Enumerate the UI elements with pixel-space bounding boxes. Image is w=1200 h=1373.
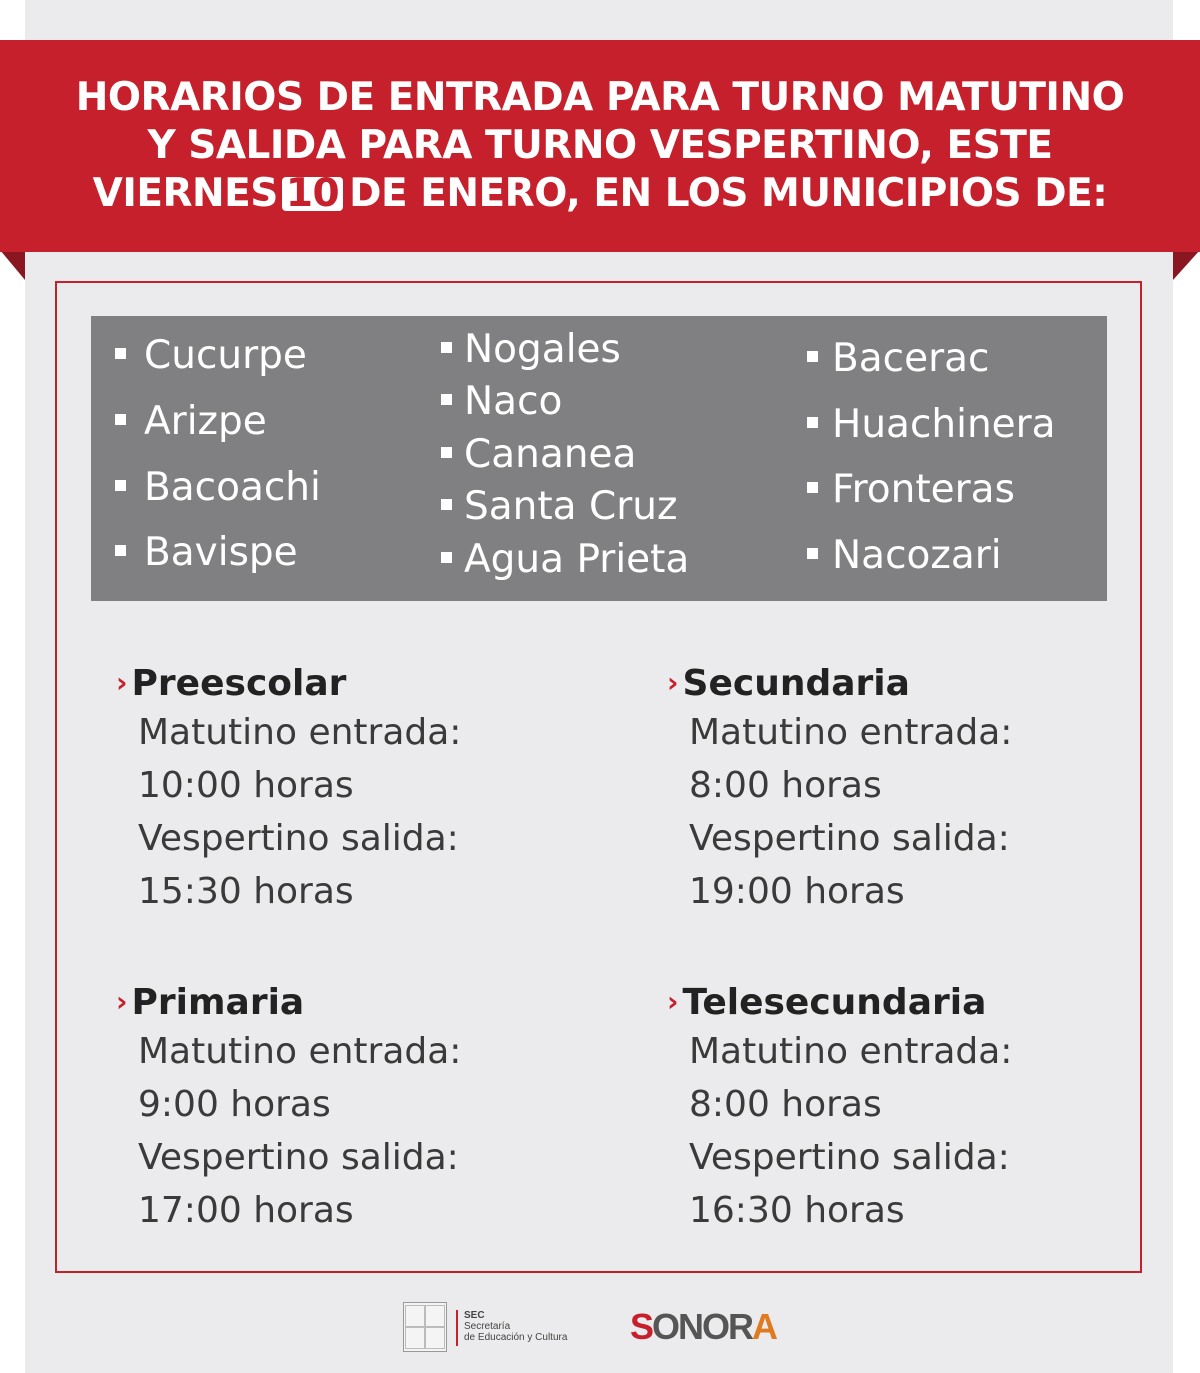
municipio-item: Santa Cruz — [441, 484, 677, 530]
morning-entry-time: 8:00 horas — [689, 1084, 882, 1125]
banner-weekday: VIERNES — [92, 171, 278, 216]
square-bullet-icon — [115, 545, 126, 556]
square-bullet-icon — [807, 417, 818, 428]
schedule-title: › Secundaria — [667, 663, 910, 704]
sonora-logo: SONORA — [630, 1306, 777, 1347]
municipio-item: Agua Prieta — [441, 537, 689, 583]
municipio-item: Cananea — [441, 432, 636, 478]
afternoon-exit-label: Vespertino salida: — [138, 1137, 459, 1178]
afternoon-exit-label: Vespertino salida: — [689, 1137, 1010, 1178]
banner-fold-left — [0, 250, 25, 280]
municipio-item: Cucurpe — [115, 333, 307, 379]
morning-entry-time: 10:00 horas — [138, 765, 354, 806]
afternoon-exit-label: Vespertino salida: — [138, 818, 459, 859]
square-bullet-icon — [807, 482, 818, 493]
afternoon-exit-time: 17:00 horas — [138, 1190, 354, 1231]
banner-date-rest: DE ENERO, EN LOS MUNICIPIOS DE: — [349, 171, 1108, 216]
schedule-secundaria — [667, 664, 1012, 918]
square-bullet-icon — [441, 499, 452, 510]
afternoon-exit-time: 15:30 horas — [138, 871, 354, 912]
schedule-preescolar — [116, 664, 461, 918]
square-bullet-icon — [807, 548, 818, 559]
morning-entry-time: 9:00 horas — [138, 1084, 331, 1125]
afternoon-exit-time: 16:30 horas — [689, 1190, 905, 1231]
municipio-item: Nogales — [441, 327, 621, 373]
schedule-telesecundaria — [667, 983, 1012, 1237]
municipio-item: Bacerac — [807, 336, 989, 382]
schedule-title: › Preescolar — [116, 663, 347, 704]
square-bullet-icon — [441, 552, 452, 563]
municipio-item: Bacoachi — [115, 465, 321, 511]
banner-fold-right — [1173, 250, 1200, 280]
morning-entry-label: Matutino entrada: — [689, 712, 1013, 753]
municipio-item: Arizpe — [115, 399, 267, 445]
square-bullet-icon — [115, 414, 126, 425]
chevron-right-icon: › — [667, 666, 679, 699]
sec-name-line-2: de Educación y Cultura — [464, 1332, 568, 1343]
square-bullet-icon — [441, 447, 452, 458]
sec-name-line-1: Secretaría — [464, 1321, 511, 1332]
chevron-right-icon: › — [116, 985, 128, 1018]
morning-entry-label: Matutino entrada: — [138, 1031, 462, 1072]
banner-line-1: HORARIOS DE ENTRADA PARA TURNO MATUTINO — [75, 75, 1125, 120]
chevron-right-icon: › — [667, 985, 679, 1018]
header-banner — [0, 40, 1200, 252]
logo-divider — [456, 1310, 458, 1346]
morning-entry-label: Matutino entrada: — [689, 1031, 1013, 1072]
day-number-badge: 10 — [282, 177, 343, 211]
footer-logos — [0, 1296, 1200, 1360]
square-bullet-icon — [115, 480, 126, 491]
municipio-item: Huachinera — [807, 402, 1056, 448]
morning-entry-label: Matutino entrada: — [138, 712, 462, 753]
square-bullet-icon — [441, 342, 452, 353]
afternoon-exit-label: Vespertino salida: — [689, 818, 1010, 859]
schedule-title: › Telesecundaria — [667, 982, 987, 1023]
sec-logo-text — [464, 1310, 567, 1343]
municipio-item: Bavispe — [115, 530, 298, 576]
square-bullet-icon — [441, 394, 452, 405]
banner-line-2: Y SALIDA PARA TURNO VESPERTINO, ESTE — [147, 123, 1053, 168]
municipio-item: Fronteras — [807, 467, 1015, 513]
banner-line-3 — [93, 170, 1108, 218]
square-bullet-icon — [807, 351, 818, 362]
morning-entry-time: 8:00 horas — [689, 765, 882, 806]
schedule-primaria — [116, 983, 461, 1237]
municipios-panel — [91, 316, 1107, 601]
municipio-item: Nacozari — [807, 533, 1002, 579]
chevron-right-icon: › — [116, 666, 128, 699]
municipio-item: Naco — [441, 379, 562, 425]
square-bullet-icon — [115, 348, 126, 359]
afternoon-exit-time: 19:00 horas — [689, 871, 905, 912]
coat-of-arms-icon — [403, 1302, 447, 1352]
schedule-title: › Primaria — [116, 982, 305, 1023]
sec-abbreviation: SEC — [464, 1310, 485, 1321]
